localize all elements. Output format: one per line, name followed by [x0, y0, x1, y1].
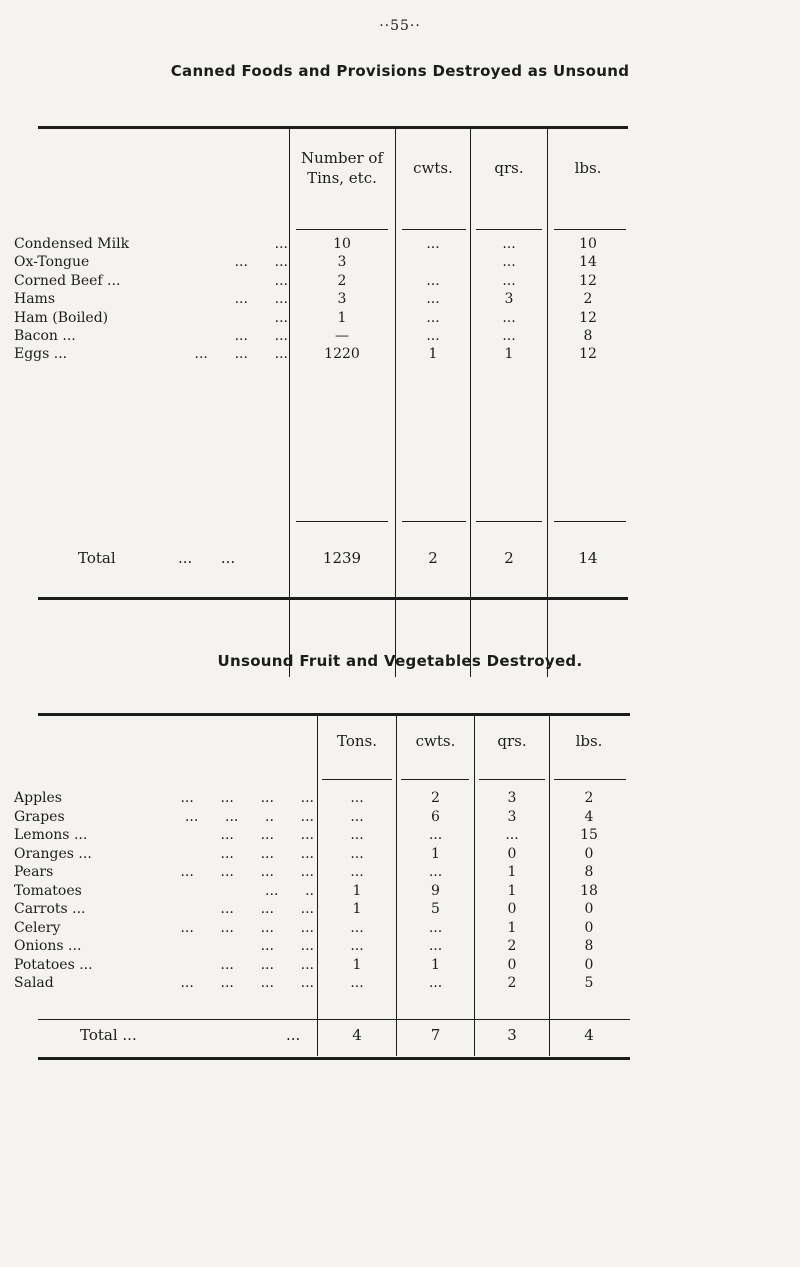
- item-name: Corned Beef ...: [14, 272, 121, 289]
- leader-dots: ...: [274, 236, 288, 252]
- fruit-header-rule: [554, 779, 626, 780]
- lbs-value: 18: [580, 882, 598, 899]
- cwts-value: 1: [428, 346, 438, 363]
- lbs-value: 8: [584, 938, 594, 954]
- qrs-value: 0: [507, 956, 517, 973]
- table-row: [0, 827, 800, 844]
- canned-col-divider: [547, 129, 548, 677]
- table-row: [0, 291, 800, 308]
- cwts-value: 1: [431, 845, 440, 862]
- leader-dots: ...: [274, 309, 288, 326]
- tins-value: 1: [337, 309, 347, 326]
- table-row: [0, 975, 800, 992]
- fruit-header-tons: Tons.: [337, 732, 377, 750]
- table-row: [0, 920, 800, 937]
- cwts-value: ...: [426, 309, 440, 326]
- qrs-value: 1: [507, 919, 517, 936]
- table-row: [0, 938, 800, 955]
- total-lbs: 14: [578, 549, 598, 567]
- tons-value: ...: [350, 938, 364, 954]
- cwts-value: ...: [426, 272, 440, 289]
- lbs-value: 0: [584, 956, 594, 973]
- tons-value: ...: [350, 827, 364, 843]
- table-row: [0, 328, 800, 345]
- total-cwts: 2: [428, 549, 438, 567]
- lbs-value: 15: [580, 827, 598, 843]
- fruit-bottom-rule: [38, 1057, 630, 1060]
- canned-col-divider: [289, 129, 290, 677]
- cwts-value: ...: [426, 291, 440, 308]
- cwts-value: ...: [428, 919, 443, 936]
- lbs-value: 4: [584, 808, 594, 825]
- item-name: Ox-Tongue: [14, 254, 90, 271]
- table-row: [0, 346, 800, 363]
- lbs-value: 12: [579, 346, 597, 363]
- page-number: ··55··: [379, 18, 421, 34]
- tons-value: ...: [350, 790, 364, 806]
- qrs-value: ...: [505, 827, 519, 843]
- leader-dots: ... ... ... ...: [180, 790, 314, 806]
- leader-dots: ... ... ... ...: [180, 975, 314, 991]
- cwts-value: ...: [428, 864, 443, 880]
- canned-total-rule: [554, 521, 626, 522]
- item-name: Oranges ...: [14, 845, 92, 862]
- leader-dots: ... ... ...: [220, 827, 314, 843]
- item-name: Potatoes ...: [14, 956, 93, 973]
- leader-dots: ... ..: [265, 882, 314, 899]
- item-name: Hams: [14, 291, 56, 308]
- cwts-value: 6: [431, 808, 440, 825]
- total-dots: ... ...: [178, 549, 236, 567]
- leader-dots: ... ... ...: [220, 956, 314, 973]
- cwts-value: 1: [431, 956, 440, 973]
- table-row: [0, 310, 800, 327]
- lbs-value: 12: [579, 272, 597, 289]
- fruit-header-rule: [322, 779, 392, 780]
- lbs-value: 2: [583, 291, 593, 308]
- fruit-header-lbs: lbs.: [575, 732, 603, 750]
- leader-dots: ... ... .. ...: [184, 808, 314, 825]
- canned-header-rule: [402, 229, 466, 230]
- qrs-value: ...: [502, 309, 516, 326]
- table-row: [0, 846, 800, 863]
- canned-header-tins: Number of Tins, etc.: [300, 149, 383, 187]
- lbs-value: 2: [584, 790, 594, 806]
- leader-dots: ... ... ...: [220, 845, 314, 862]
- table-row: [0, 864, 800, 881]
- cwts-value: ...: [426, 328, 440, 344]
- lbs-value: 12: [579, 309, 597, 326]
- item-name: Celery: [14, 919, 61, 936]
- fruit-vegetables-heading: Unsound Fruit and Vegetables Destroyed.: [217, 652, 583, 670]
- total-tins: 1239: [322, 549, 362, 567]
- leader-dots: ...: [274, 272, 288, 289]
- fruit-header-qrs: qrs.: [497, 732, 527, 750]
- fruit-total-row: [0, 1027, 800, 1044]
- table-row: [0, 883, 800, 900]
- tons-value: ...: [350, 845, 364, 862]
- lbs-value: 8: [583, 328, 593, 344]
- canned-top-rule: [38, 126, 628, 129]
- tons-value: ...: [350, 864, 364, 880]
- fruit-header-rule: [401, 779, 469, 780]
- canned-col-divider: [395, 129, 396, 677]
- tons-value: 1: [352, 901, 362, 917]
- leader-dots: ... ...: [234, 254, 288, 271]
- leader-dots: ... ... ...: [194, 346, 288, 363]
- fruit-header-cwts: cwts.: [415, 732, 456, 750]
- leader-dots: ... ... ... ...: [180, 919, 314, 936]
- qrs-value: ...: [502, 254, 516, 271]
- qrs-value: ...: [502, 328, 516, 344]
- tons-value: ...: [350, 919, 364, 936]
- item-name: Condensed Milk: [14, 236, 130, 252]
- tins-value: 1220: [324, 346, 360, 363]
- canned-foods-heading: Canned Foods and Provisions Destroyed as Unsound: [170, 62, 630, 80]
- item-name: Salad: [14, 975, 54, 991]
- qrs-value: 1: [504, 346, 514, 363]
- canned-header-rule: [554, 229, 626, 230]
- canned-header-qrs: qrs.: [494, 159, 524, 177]
- total-qrs: 2: [504, 549, 514, 567]
- cwts-value: ...: [428, 975, 443, 991]
- canned-total-row: [0, 550, 800, 567]
- qrs-value: 2: [507, 938, 517, 954]
- cwts-value: ...: [426, 236, 440, 252]
- item-name: Onions ...: [14, 938, 82, 954]
- total-dots: ...: [286, 1026, 301, 1044]
- lbs-value: 0: [584, 901, 594, 917]
- qrs-value: 1: [507, 864, 517, 880]
- qrs-value: ...: [502, 272, 516, 289]
- fruit-header-rule: [479, 779, 545, 780]
- cwts-value: ...: [428, 938, 443, 954]
- canned-total-rule: [296, 521, 388, 522]
- total-label: Total: [78, 549, 116, 567]
- table-row: [0, 809, 800, 826]
- lbs-value: 0: [584, 919, 594, 936]
- tons-value: 1: [352, 882, 362, 899]
- canned-header-rule: [476, 229, 542, 230]
- leader-dots: ... ...: [234, 328, 288, 344]
- leader-dots: ... ...: [234, 291, 288, 308]
- tins-value: 2: [337, 272, 347, 289]
- lbs-value: 8: [584, 864, 594, 880]
- item-name: Eggs ...: [14, 346, 68, 363]
- canned-bottom-rule: [38, 597, 628, 600]
- fruit-total-rule: [38, 1019, 630, 1020]
- item-name: Ham (Boiled): [14, 309, 109, 326]
- tons-value: ...: [350, 975, 364, 991]
- item-name: Tomatoes: [14, 882, 82, 899]
- canned-header-cwts: cwts.: [413, 159, 453, 177]
- qrs-value: 3: [504, 291, 514, 308]
- qrs-value: 1: [507, 882, 517, 899]
- tons-value: 1: [352, 956, 362, 973]
- item-name: Lemons ...: [14, 827, 88, 843]
- cwts-value: ...: [428, 827, 443, 843]
- qrs-value: ...: [502, 236, 516, 252]
- cwts-value: 9: [431, 882, 440, 899]
- canned-header-lbs: lbs.: [574, 159, 602, 177]
- lbs-value: 0: [584, 845, 594, 862]
- lbs-value: 5: [584, 975, 594, 991]
- table-row: [0, 254, 800, 271]
- lbs-value: 10: [579, 236, 597, 252]
- cwts-value: 2: [431, 790, 440, 806]
- item-name: Apples: [14, 790, 62, 806]
- table-row: [0, 790, 800, 807]
- total-tons: 4: [352, 1026, 362, 1044]
- table-row: [0, 273, 800, 290]
- tins-value: 3: [337, 291, 347, 308]
- total-lbs: 4: [584, 1026, 594, 1044]
- item-name: Bacon ...: [14, 328, 76, 344]
- fruit-top-rule: [38, 713, 630, 716]
- tins-value: 3: [337, 254, 347, 271]
- qrs-value: 3: [507, 790, 517, 806]
- qrs-value: 3: [507, 808, 517, 825]
- qrs-value: 2: [507, 975, 517, 991]
- canned-total-rule: [402, 521, 466, 522]
- table-row: [0, 236, 800, 253]
- leader-dots: ... ...: [260, 938, 314, 954]
- canned-total-rule: [476, 521, 542, 522]
- table-row: [0, 957, 800, 974]
- total-label: Total ...: [80, 1026, 137, 1044]
- canned-col-divider: [470, 129, 471, 677]
- item-name: Grapes: [14, 808, 65, 825]
- tons-value: ...: [350, 808, 364, 825]
- item-name: Carrots ...: [14, 901, 86, 917]
- leader-dots: ... ... ...: [220, 901, 314, 917]
- table-row: [0, 901, 800, 918]
- qrs-value: 0: [507, 901, 517, 917]
- total-qrs: 3: [507, 1026, 517, 1044]
- cwts-value: 5: [431, 901, 440, 917]
- item-name: Pears: [14, 864, 54, 880]
- canned-header-rule: [296, 229, 388, 230]
- qrs-value: 0: [507, 845, 517, 862]
- tins-value: 10: [333, 236, 351, 252]
- tins-value: —: [335, 328, 349, 344]
- lbs-value: 14: [579, 254, 597, 271]
- leader-dots: ... ... ... ...: [180, 864, 314, 880]
- total-cwts: 7: [430, 1026, 441, 1044]
